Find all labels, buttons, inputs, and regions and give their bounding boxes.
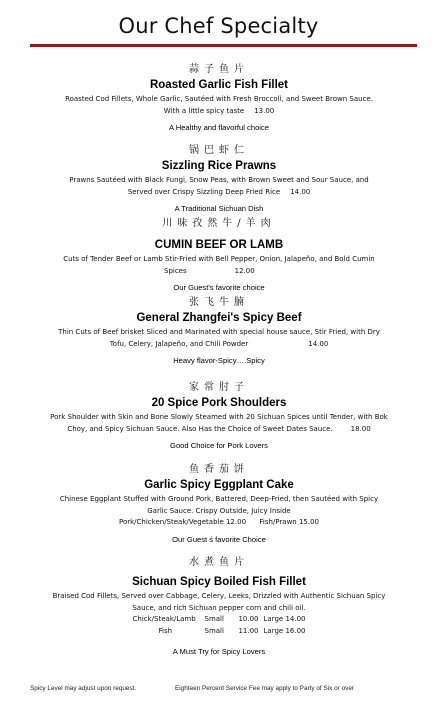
footer-spicy-note: Spicy Level may adjust upon request. (30, 685, 137, 692)
desc-line: Pork Shoulder with Skin and Bone Slowly Steamed with 20 Sichuan Spices until Tender, with Bok (50, 413, 388, 421)
desc-line: With a little spicy taste 13.00 (163, 106, 275, 115)
item-chinese-name: 锅巴虾仁 (189, 145, 249, 156)
desc-line: Choy, and Spicy Sichuan Sauce. Also Has the Choice of Sweet Dates Sauce. 18.00 (67, 424, 371, 433)
option-protein: Chick/Steak/Lamb (132, 615, 196, 623)
item-chinese-name: 水煮鱼片 (189, 557, 249, 568)
item-chinese-name: 蒜子鱼片 (189, 64, 249, 75)
item-description (22, 494, 416, 529)
option-small-price: 10.00 (238, 615, 259, 623)
desc-line: Chinese Eggplant Stuffed with Ground Pork, Battered, Deep-Fried, then Sautéed with Spicy (59, 495, 379, 503)
menu-item-roasted-garlic-fish (22, 64, 416, 133)
option-small-price: 11.00 (238, 626, 259, 635)
item-description (22, 591, 416, 614)
item-price: 13.00 (254, 106, 275, 115)
option-large-label: Large (263, 626, 284, 635)
item-name: General Zhangfei's Spicy Beef (136, 312, 302, 324)
menu-title: Our Chef Specialty (118, 14, 319, 38)
option-small-label: Small (204, 626, 224, 635)
item-price: 12.00 (234, 266, 255, 275)
item-chinese-name: 家常肘子 (189, 382, 249, 393)
option-large-price: 14.00 (285, 615, 306, 623)
title-divider (30, 44, 417, 47)
desc-line: Cuts of Tender Beef or Lamb Stir-Fried with Bell Pepper, Onion, Jalapeño, and Bold Cumin (63, 255, 375, 263)
item-name: 20 Spice Pork Shoulders (151, 397, 287, 409)
size-price-table (133, 614, 306, 637)
desc-line: Garlic Sauce. Crispy Outside, Juicy Inside (147, 506, 291, 515)
item-name: Sizzling Rice Prawns (161, 160, 277, 172)
desc-line: Prawns Sautéed with Black Fungi, Snow Peas, with Brown Sweet and Sour Sauce, and (69, 176, 369, 184)
desc-line: Tofu, Celery, Jalapeño, and Chili Powder 14.00 (109, 339, 329, 348)
desc-line: Roasted Cod Fillets, Whole Garlic, Sautéed with Fresh Broccoli, and Sweet Brown Sauce. (65, 95, 373, 103)
menu-item-sizzling-rice-prawns (22, 145, 416, 214)
option-large-label: Large (263, 615, 284, 623)
item-description (22, 175, 416, 198)
item-tagline: Our Guest's favorite choice (173, 283, 265, 292)
footer-service-fee-note: Eighteen Percent Service Fee may apply to Party of Six or over (175, 685, 355, 692)
menu-item-cumin-beef-lamb (22, 218, 416, 293)
item-name: Roasted Garlic Fish Fillet (149, 79, 289, 91)
item-price: 18.00 (350, 424, 371, 433)
item-price: 14.00 (308, 339, 329, 348)
item-tagline: A Traditional Sichuan Dish (174, 204, 264, 213)
item-chinese-name: 张飞牛腩 (189, 297, 249, 308)
item-description (22, 94, 416, 117)
price-option-row (133, 626, 306, 638)
item-name: CUMIN BEEF OR LAMB (154, 239, 284, 251)
item-description (22, 327, 416, 350)
item-name: Sichuan Spicy Boiled Fish Fillet (132, 576, 306, 588)
option-large-price: 16.00 (285, 626, 306, 635)
desc-line: Sauce, and rich Sichuan pepper corn and chili oil. (132, 603, 306, 612)
item-tagline: Our Guest ś favorite Choice (172, 534, 266, 544)
item-chinese-name: 鱼香茄饼 (189, 464, 249, 475)
menu-item-garlic-eggplant-cake (22, 464, 416, 545)
option-protein: Fish (158, 626, 173, 635)
item-description (22, 254, 416, 277)
item-tagline: A Must Try for Spicy Lovers (172, 647, 266, 656)
desc-line: Served over Crispy Sizzling Deep Fried Rice 14.00 (127, 187, 311, 196)
item-price: 14.00 (290, 187, 311, 196)
item-description (22, 412, 416, 435)
menu-item-sichuan-boiled-fish (22, 557, 416, 657)
item-tagline: Good Choice for Pork Lovers (170, 441, 268, 450)
menu-item-zhangfei-spicy-beef (22, 297, 416, 366)
menu-item-20-spice-pork (22, 382, 416, 451)
desc-line: Spices 12.00 (164, 266, 255, 275)
item-tagline: A Healthy and flavorful choice (168, 123, 270, 132)
desc-line: Braised Cod Fillets, Served over Cabbage, Celery, Leeks, Drizzled with Authentic Sichuan Spicy (52, 592, 386, 600)
price-line: Pork/Chicken/Steak/Vegetable 12.00 Fish/Prawn 15.00 (118, 518, 319, 526)
desc-line: Thin Cuts of Beef brisket Sliced and Marinated with special house sauce, Stir Fried, with Dry (58, 328, 380, 336)
item-chinese-name: 川味孜然牛/羊肉 (162, 218, 276, 229)
item-name: Garlic Spicy Eggplant Cake (144, 479, 294, 491)
price-option-row (133, 614, 306, 626)
option-small-label: Small (204, 615, 224, 623)
item-tagline: Heavy flavor-Spicy….Spicy (173, 356, 265, 365)
